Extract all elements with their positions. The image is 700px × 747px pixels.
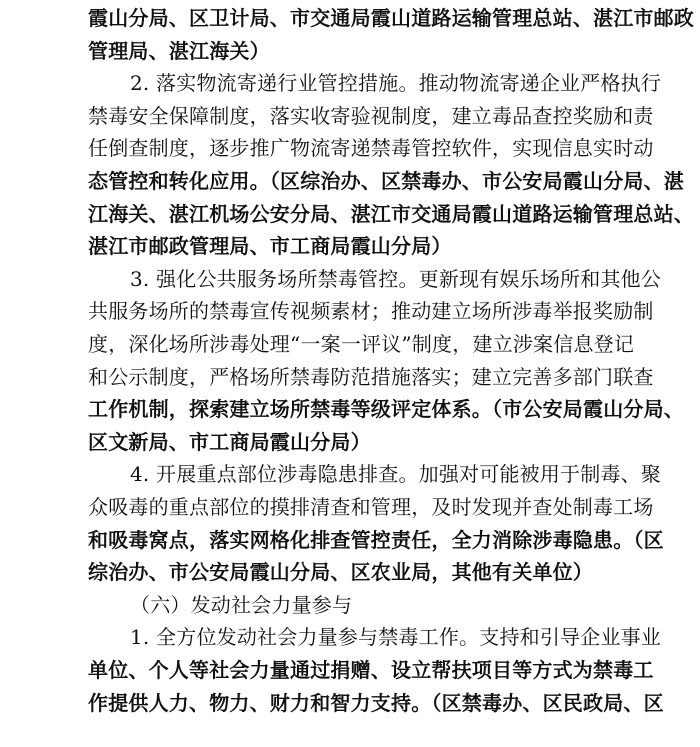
text-line-7: 江海关、湛江机场公安分局、湛江市交通局霞山道路运输管理总站、 [88,201,694,226]
text-line-19: （六）发动社会力量参与 [130,592,353,617]
text-line-12: 和公示制度，严格场所禁毒防范措施落实；建立完善多部门联查 [88,364,654,389]
text-line-17: 和吸毒窝点，落实网格化排查管控责任，全力消除涉毒隐患。（区 [88,527,664,552]
text-line-22: 作提供人力、物力、财力和智力支持。（区禁毒办、区民政局、区 [88,690,664,715]
text-line-11: 度，深化场所涉毒处理“一案一评议”制度，建立涉案信息登记 [88,332,635,356]
text-line-13: 工作机制，探索建立场所禁毒等级评定体系。（市公安局霞山分局、 [88,397,684,422]
text-line-3: 2. 落实物流寄递行业管控措施。推动物流寄递企业严格执行 [130,71,662,96]
text-line-14: 区文新局、市工商局霞山分局） [88,429,371,454]
text-line-21: 单位、个人等社会力量通过捐赠、设立帮扶项目等方式为禁毒工 [88,658,654,682]
text-line-16: 众吸毒的重点部位的摸排清查和管理，及时发现并查处制毒工场 [88,495,654,519]
text-line-8: 湛江市邮政管理局、市工商局霞山分局） [88,234,452,259]
text-line-4: 禁毒安全保障制度，落实收寄验视制度，建立毒品查控奖励和责 [88,103,654,128]
text-line-20: 1. 全方位发动社会力量参与禁毒工作。支持和引导企业事业 [130,625,662,650]
text-line-1: 霞山分局、区卫计局、市交通局霞山道路运输管理总站、湛江市邮政 [88,6,694,30]
text-line-9: 3. 强化公共服务场所禁毒管控。更新现有娱乐场所和其他公 [130,266,662,291]
text-line-5: 任倒查制度，逐步推广物流寄递禁毒管控软件，实现信息实时动 [88,136,654,161]
text-line-6: 态管控和转化应用。（区综治办、区禁毒办、市公安局霞山分局、湛 [88,169,684,193]
text-line-2: 管理局、湛江海关） [88,38,270,63]
text-line-15: 4. 开展重点部位涉毒隐患排查。加强对可能被用于制毒、聚 [130,462,662,487]
text-line-10: 共服务场所的禁毒宣传视频素材；推动建立场所涉毒举报奖励制 [88,299,654,324]
text-line-18: 综治办、市公安局霞山分局、区农业局，其他有关单位） [88,560,593,585]
